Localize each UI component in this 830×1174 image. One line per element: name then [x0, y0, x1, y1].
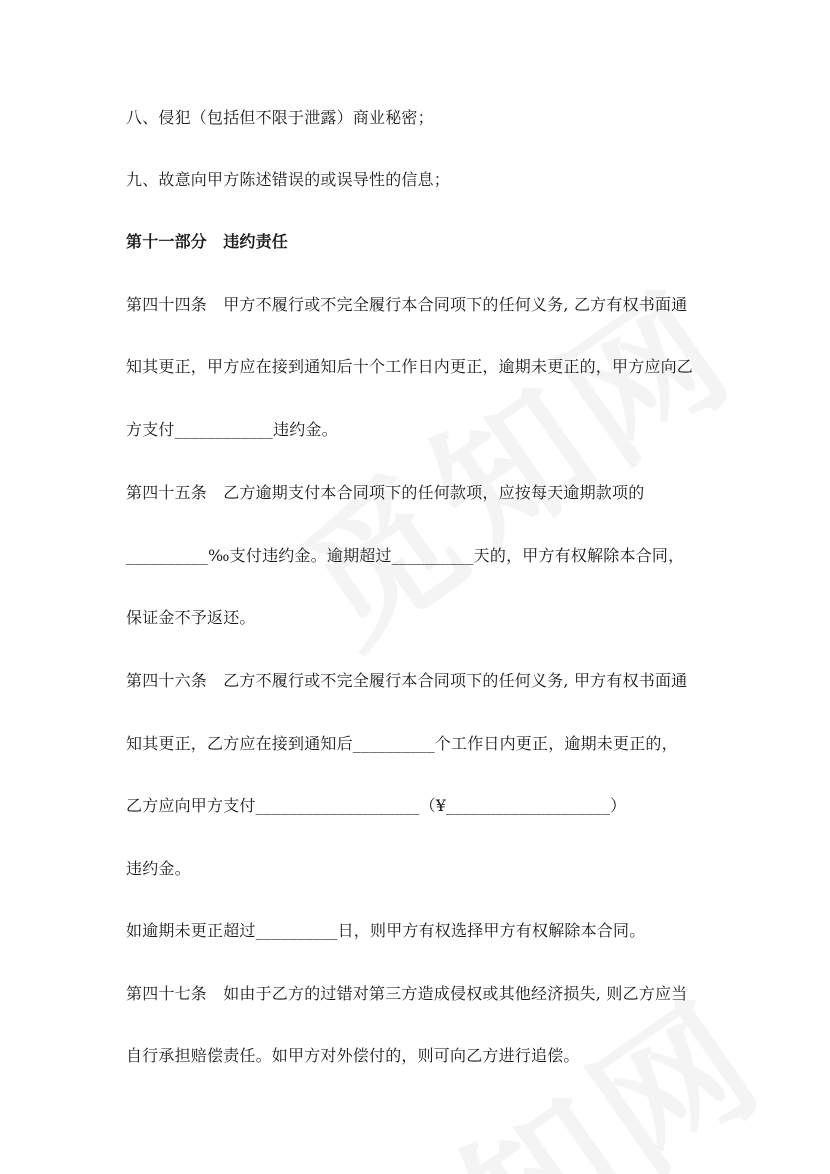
article-45-line-2: __________‰支付违约金。逾期超过__________天的，甲方有权解除本合同， — [126, 546, 685, 565]
article-44-line-3: 方支付____________违约金。 — [126, 420, 338, 439]
article-47-line-2: 自行承担赔偿责任。如甲方对外偿付的，则可向乙方进行追偿。 — [126, 1046, 580, 1065]
article-46-line-2: 知其更正，乙方应在接到通知后__________个工作日内更正，逾期未更正的， — [126, 734, 678, 753]
article-46-line-1: 第四十六条 乙方不履行或不完全履行本合同项下的任何义务, 甲方有权书面通 — [126, 671, 688, 690]
section-heading: 第十一部分 违约责任 — [126, 232, 289, 251]
clause-item-9: 九、故意向甲方陈述错误的或误导性的信息； — [126, 170, 451, 189]
clause-item-8: 八、侵犯（包括但不限于泄露）商业秘密； — [126, 108, 434, 127]
article-44-line-1: 第四十四条 甲方不履行或不完全履行本合同项下的任何义务, 乙方有权书面通 — [126, 295, 688, 314]
article-45-line-1: 第四十五条 乙方逾期支付本合同项下的任何款项，应按每天逾期款项的 — [126, 483, 645, 502]
article-44-line-2: 知其更正，甲方应在接到通知后十个工作日内更正，逾期未更正的，甲方应向乙 — [126, 357, 694, 376]
article-45-line-3: 保证金不予返还。 — [126, 608, 256, 627]
article-46-line-3: 乙方应向甲方支付____________________（¥____________________） — [126, 796, 627, 815]
article-47-line-1: 第四十七条 如由于乙方的过错对第三方造成侵权或其他经济损失, 则乙方应当 — [126, 984, 688, 1003]
article-46-line-5: 如逾期未更正超过__________日，则甲方有权选择甲方有权解除本合同。 — [126, 921, 646, 940]
article-46-line-4: 违约金。 — [126, 859, 191, 878]
